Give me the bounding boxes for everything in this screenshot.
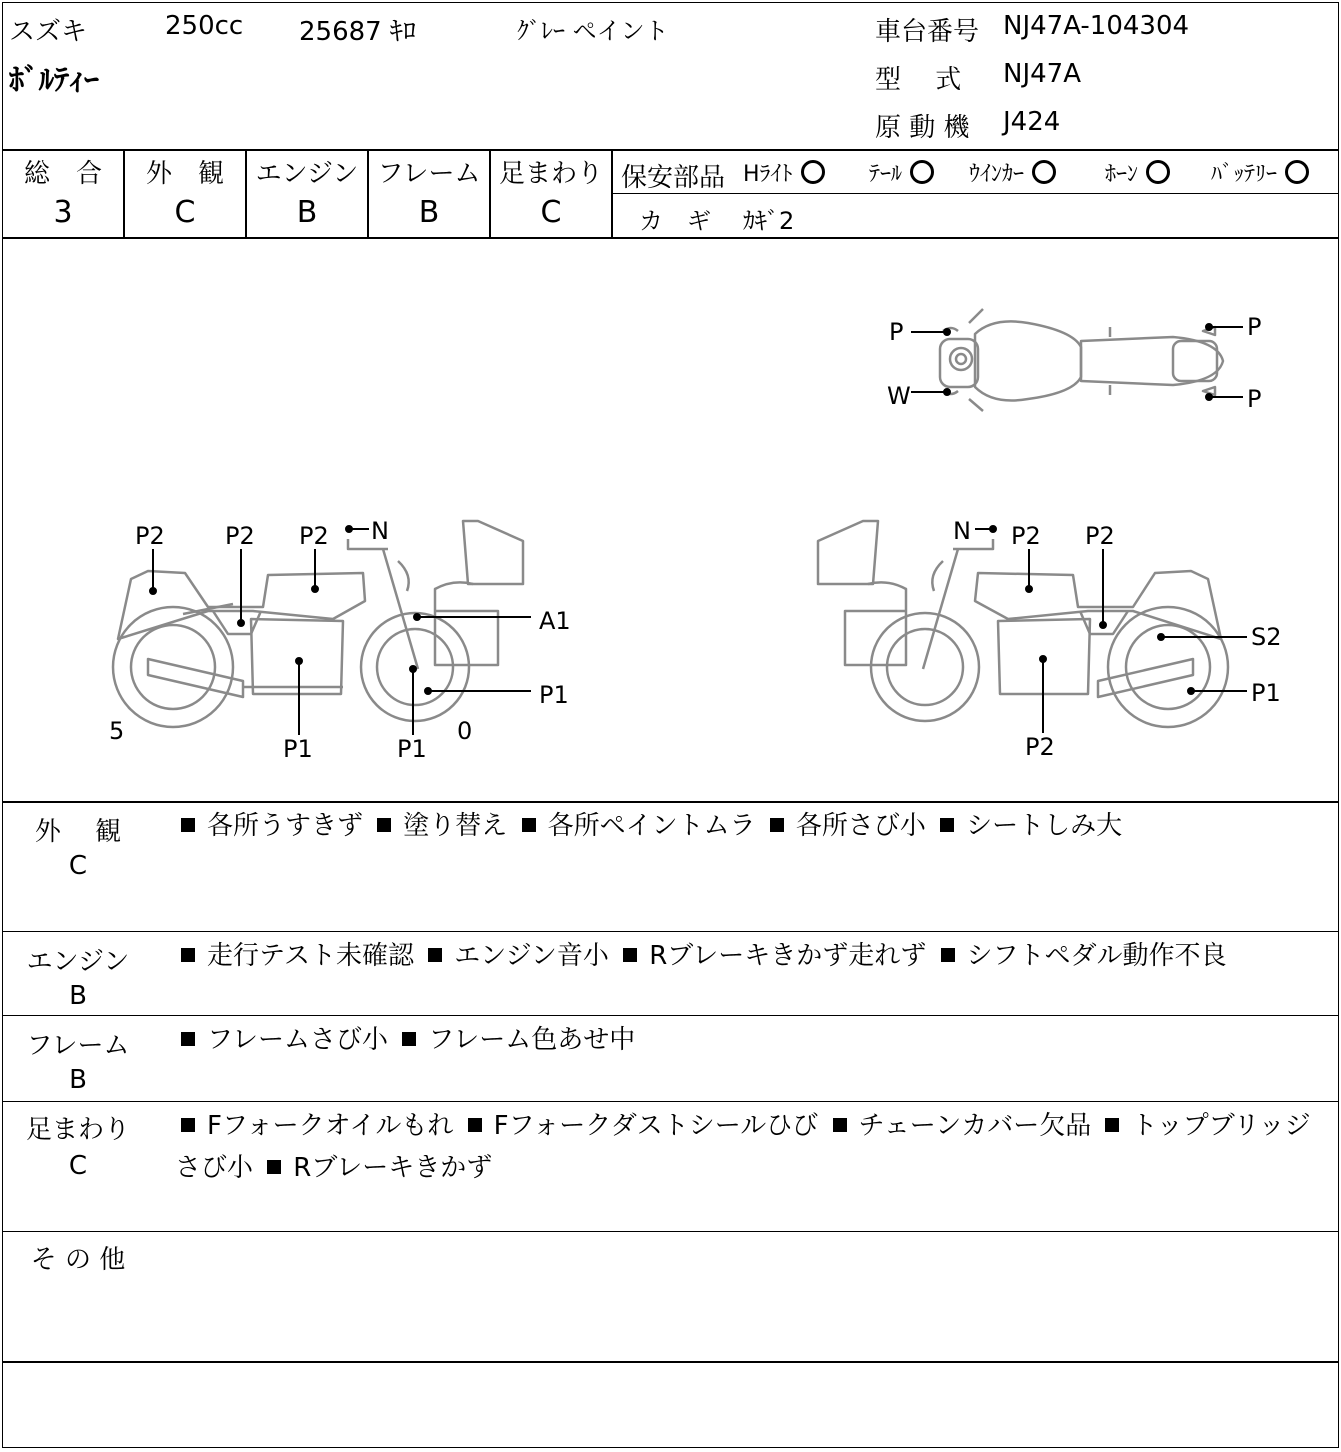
chassis-grade-label: 足まわり [498, 159, 603, 189]
left-label-engine: P1 [283, 735, 313, 763]
safety-battery: ﾊﾞｯﾃﾘｰ [1211, 157, 1309, 188]
bullet-icon [1105, 1118, 1119, 1132]
left-label-front-wheel: P1 [539, 681, 569, 709]
safety-headlight: Hﾗｲﾄ [743, 157, 825, 188]
bullet-icon [770, 818, 784, 832]
exterior-grade-value: C [174, 195, 196, 230]
ok-circle-icon [1032, 160, 1056, 184]
right-label-rear-wheel: P1 [1251, 679, 1281, 707]
right-label-sidecover: P2 [1085, 522, 1115, 550]
chassis-notes: Fフォークオイルもれ Fフォークダストシールひび チェーンカバー欠品 トップブリッジさび小 Rブレーキきかず [175, 1111, 1311, 1183]
chassis-grade-value: C [540, 195, 562, 230]
top-rear-right-label: P [1247, 385, 1262, 413]
engine-model-label: 原 動 機 [875, 113, 970, 143]
bullet-icon [181, 818, 195, 832]
maker: スズキ [9, 17, 88, 47]
engine-model-value: J424 [1003, 107, 1061, 137]
top-front-right-label: W [887, 382, 911, 410]
right-label-engine: P2 [1025, 733, 1055, 761]
frame-section-label: フレーム [26, 1031, 130, 1061]
right-label-tank: P2 [1011, 522, 1041, 550]
inspection-sheet [2, 2, 1339, 1448]
color: ｸﾞﾚｰ ペイント [517, 17, 669, 45]
top-view-bike [940, 309, 1223, 411]
top-rear-left-label: P [1247, 313, 1262, 341]
frame-number-label: 車台番号 [875, 17, 980, 47]
safety-winker: ｳｲﾝｶｰ [969, 157, 1056, 188]
top-front-left-label: P [889, 318, 904, 346]
safety-parts-label: 保安部品 [621, 163, 726, 193]
type-value: NJ47A [1003, 59, 1081, 89]
bullet-icon [377, 818, 391, 832]
bullet-icon [468, 1118, 482, 1132]
exterior-grade-label: 外 観 [145, 159, 224, 189]
left-label-handle: N [371, 517, 389, 545]
key-value: ｶｷﾞ2 [743, 207, 795, 235]
left-label-tank: P2 [299, 522, 329, 550]
overall-grade-label: 総 合 [23, 159, 102, 189]
engine-section-grade: B [69, 981, 87, 1011]
right-side-bike [818, 521, 1228, 727]
bullet-icon [941, 948, 955, 962]
left-label-sidecover: P2 [225, 522, 255, 550]
displacement: 250cc [165, 11, 244, 41]
damage-diagram [3, 239, 1338, 801]
exterior-notes: 各所うすきず 塗り替え 各所ペイントムラ 各所さび小 シートしみ大 [175, 805, 1325, 847]
engine-section-label: エンジン [26, 947, 130, 977]
other-section-label: そ の 他 [30, 1245, 126, 1275]
ok-circle-icon [1285, 160, 1309, 184]
bullet-icon [402, 1032, 416, 1046]
ok-circle-icon [801, 160, 825, 184]
bullet-icon [181, 1118, 195, 1132]
bullet-icon [181, 1032, 195, 1046]
engine-grade-label: エンジン [255, 159, 359, 189]
bullet-icon [181, 948, 195, 962]
right-label-handle: N [953, 517, 971, 545]
model-name: ﾎﾞﾙﾃｨｰ [9, 63, 99, 98]
frame-grade-label: フレーム [377, 159, 481, 189]
frame-section-grade: B [69, 1065, 87, 1095]
left-label-fork: P1 [397, 735, 427, 763]
chassis-section-label: 足まわり [25, 1115, 130, 1145]
exterior-section-grade: C [68, 851, 88, 881]
left-label-fairing: A1 [539, 607, 571, 635]
frame-grade-value: B [418, 195, 440, 230]
engine-grade-value: B [296, 195, 318, 230]
key-label: カ ギ [639, 207, 711, 235]
bullet-icon [833, 1118, 847, 1132]
divider [3, 149, 1338, 151]
left-front-mark: 0 [457, 717, 473, 745]
engine-notes: 走行テスト未確認 エンジン音小 Rブレーキきかず走れず シフトペダル動作不良 [175, 935, 1325, 977]
left-rear-mark: 5 [109, 717, 125, 745]
chassis-section-grade: C [68, 1151, 88, 1181]
bullet-icon [522, 818, 536, 832]
frame-number-value: NJ47A-104304 [1003, 11, 1190, 41]
right-label-rear-frame: S2 [1251, 623, 1282, 651]
left-side-bike [113, 521, 523, 727]
ok-circle-icon [910, 160, 934, 184]
bullet-icon [940, 818, 954, 832]
bullet-icon [267, 1160, 281, 1174]
frame-notes: フレームさび小 フレーム色あせ中 [175, 1019, 1325, 1061]
overall-grade-value: 3 [53, 195, 73, 230]
left-label-seat: P2 [135, 522, 165, 550]
exterior-section-label: 外 観 [34, 817, 122, 847]
type-label: 型 式 [875, 65, 962, 95]
safety-tail: ﾃｰﾙ [869, 157, 934, 188]
safety-horn: ﾎｰﾝ [1105, 157, 1170, 188]
ok-circle-icon [1146, 160, 1170, 184]
bullet-icon [623, 948, 637, 962]
bullet-icon [428, 948, 442, 962]
mileage: 25687 ｷﾛ [299, 17, 416, 47]
